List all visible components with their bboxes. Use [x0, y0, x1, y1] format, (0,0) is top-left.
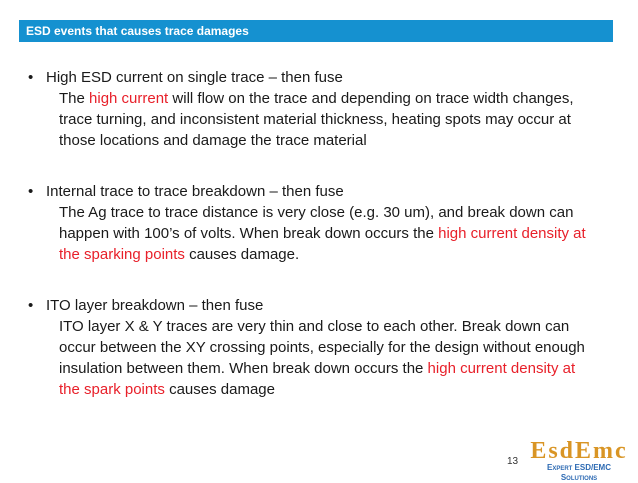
slide-title: ESD events that causes trace damages [26, 24, 249, 38]
bullet-item [28, 67, 588, 151]
logo-brand-text: EsdEmc [530, 438, 628, 464]
body-text: The [59, 90, 90, 107]
logo-tagline: Expert ESD/EMC Solutions [546, 463, 611, 482]
bullet-item [28, 181, 588, 265]
company-logo [529, 439, 629, 483]
body-text: causes damage. [184, 246, 300, 263]
bullet-body [28, 202, 588, 265]
page-number: 13 [507, 456, 519, 467]
bullet-body [28, 88, 588, 151]
bullet-body [28, 316, 588, 400]
body-text: will flow on the trace and depending on trace width changes, trace turning, and inconsistent material thickness, heating spots may occur at those locations and damage the trace material [59, 90, 574, 149]
slide-title-bar [19, 20, 613, 42]
highlighted-text: high current [89, 90, 169, 107]
bullet-item [28, 295, 588, 400]
bullet-marker: • [28, 69, 34, 86]
body-text: causes damage [164, 381, 275, 398]
highlighted-text: high current density at the spark points [59, 360, 576, 398]
bullet-marker: • [28, 297, 34, 314]
bullet-heading: ITO layer breakdown – then fuse [46, 297, 264, 314]
body-text: The Ag trace to trace distance is very close (e.g. 30 um), and break down can happen with 100’s of volts. When break down occurs the [59, 204, 574, 242]
bullet-heading: Internal trace to trace breakdown – then fuse [46, 183, 344, 200]
bullet-marker: • [28, 183, 34, 200]
bullet-heading: High ESD current on single trace – then fuse [46, 69, 343, 86]
body-text: ITO layer X & Y traces are very thin and close to each other. Break down can occur between the XY crossing points, especially for the design without enough insulation between them. When break down occurs the [59, 318, 585, 377]
highlighted-text: high current density at the sparking points [59, 225, 586, 263]
